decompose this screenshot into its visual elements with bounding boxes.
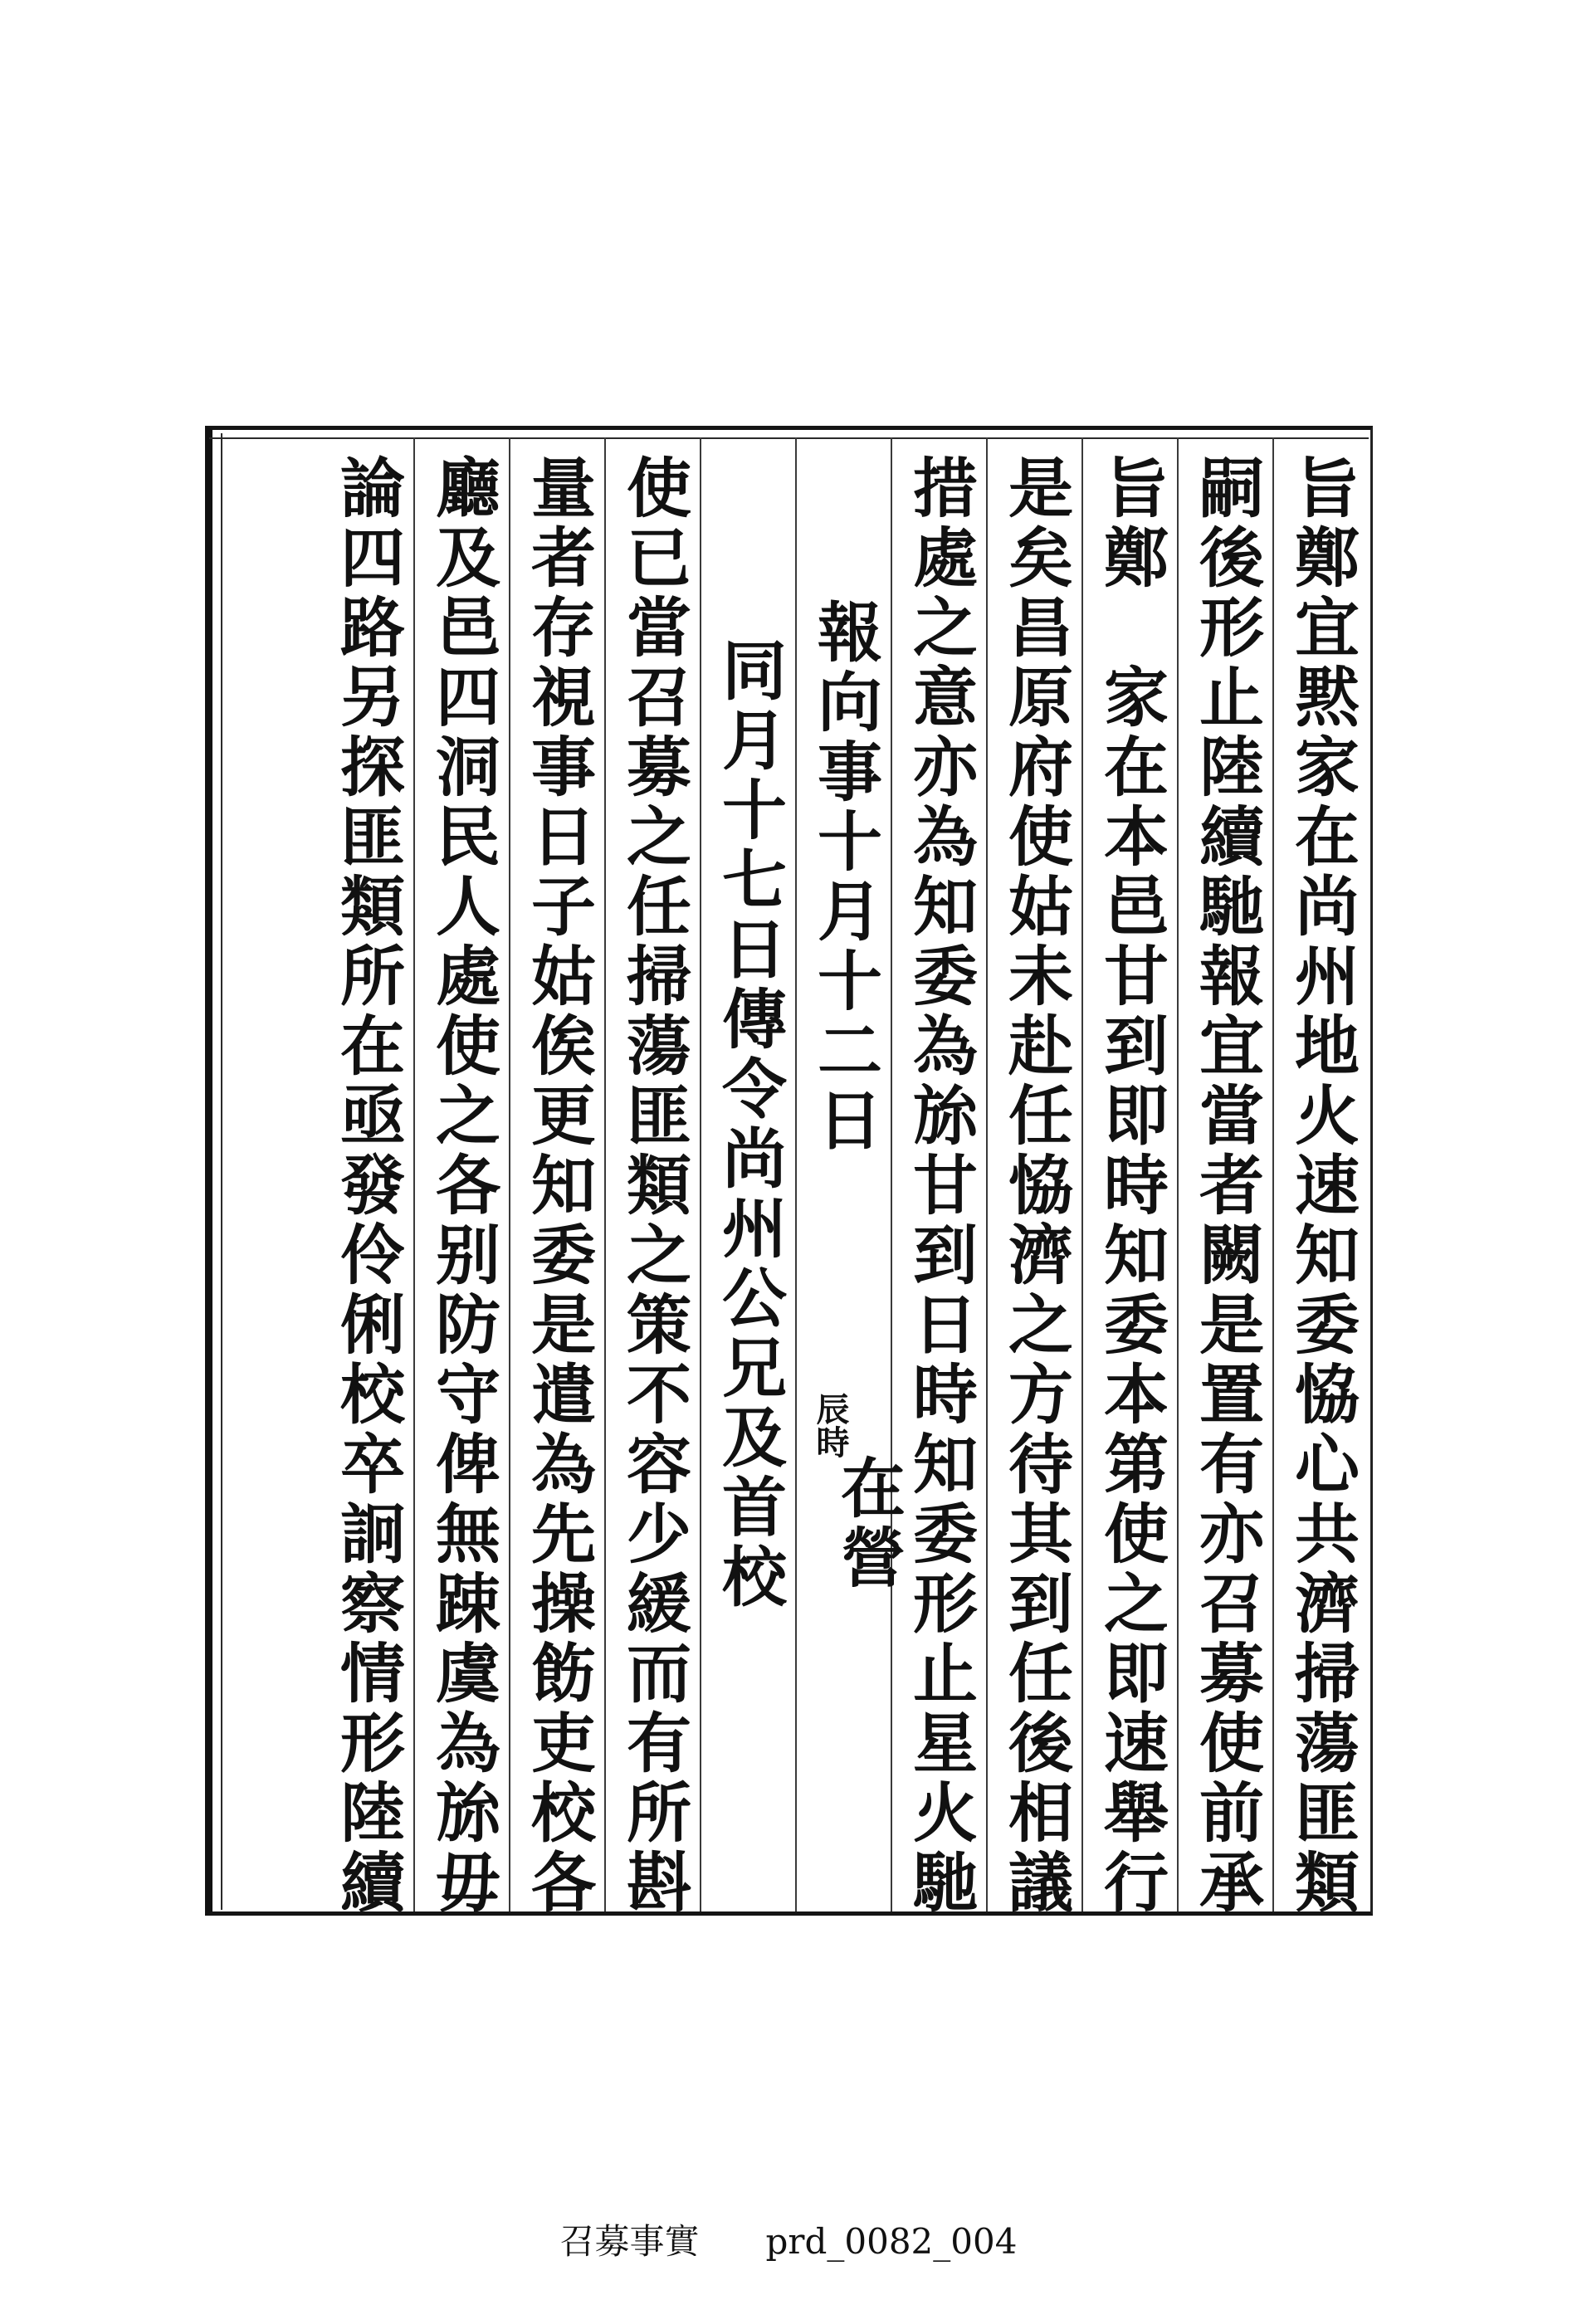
column-text: 同月十七日傳令尚州公兄及首校 (711, 637, 787, 1613)
text-column-1 (1274, 437, 1370, 1918)
page-caption (0, 2214, 1577, 2264)
column-text: 是矣昌原府使姑未赴任恊濟之方待其到任後相議 (998, 454, 1073, 1918)
column-text: 報向事十月十二日 (807, 598, 882, 1156)
text-column-9 (510, 437, 606, 1918)
column-text: 使已當召募之任掃蕩匪類之策不容少緩而有所斟 (616, 454, 691, 1918)
text-column-5 (892, 437, 988, 1918)
column-text-continued: 在營 (830, 1454, 906, 1594)
text-column-3 (1083, 437, 1179, 1918)
column-text: 量者存視事日子姑俟更知委是遣為先操飭吏校各 (520, 454, 596, 1918)
text-column-4 (988, 437, 1083, 1918)
column-text: 廳及邑四洞民人處使之各别防守俾無踈虞為旀毋 (425, 454, 500, 1918)
column-text: 嗣後形止陸續馳報宜當者闕是置有亦召募使前承 (1189, 454, 1264, 1918)
column-text: 旨鄭宜黙家在尚州地火速知委恊心共濟掃蕩匪類 (1284, 454, 1360, 1918)
text-column-2 (1179, 437, 1274, 1918)
text-column-8 (606, 437, 701, 1918)
column-text: 旨鄭 家在本邑甘到即時知委本第使之即速舉行 (1093, 454, 1169, 1918)
caption-code: prd_0082_004 (765, 2221, 1018, 2262)
text-column-7 (701, 437, 797, 1911)
caption-title: 召募事實 (559, 2221, 700, 2262)
column-text: 措處之意亦為知委為旀甘到日時知委形止星火馳 (902, 454, 978, 1918)
time-annotation: 辰時 (811, 1392, 850, 1458)
text-column-6 (797, 437, 906, 1911)
text-columns (221, 437, 1370, 1918)
column-text: 論四路另探匪類所在亟發伶俐校卒詗察情形陸續 (330, 454, 405, 1918)
text-column-10 (415, 437, 510, 1918)
text-column-11 (320, 437, 415, 1918)
